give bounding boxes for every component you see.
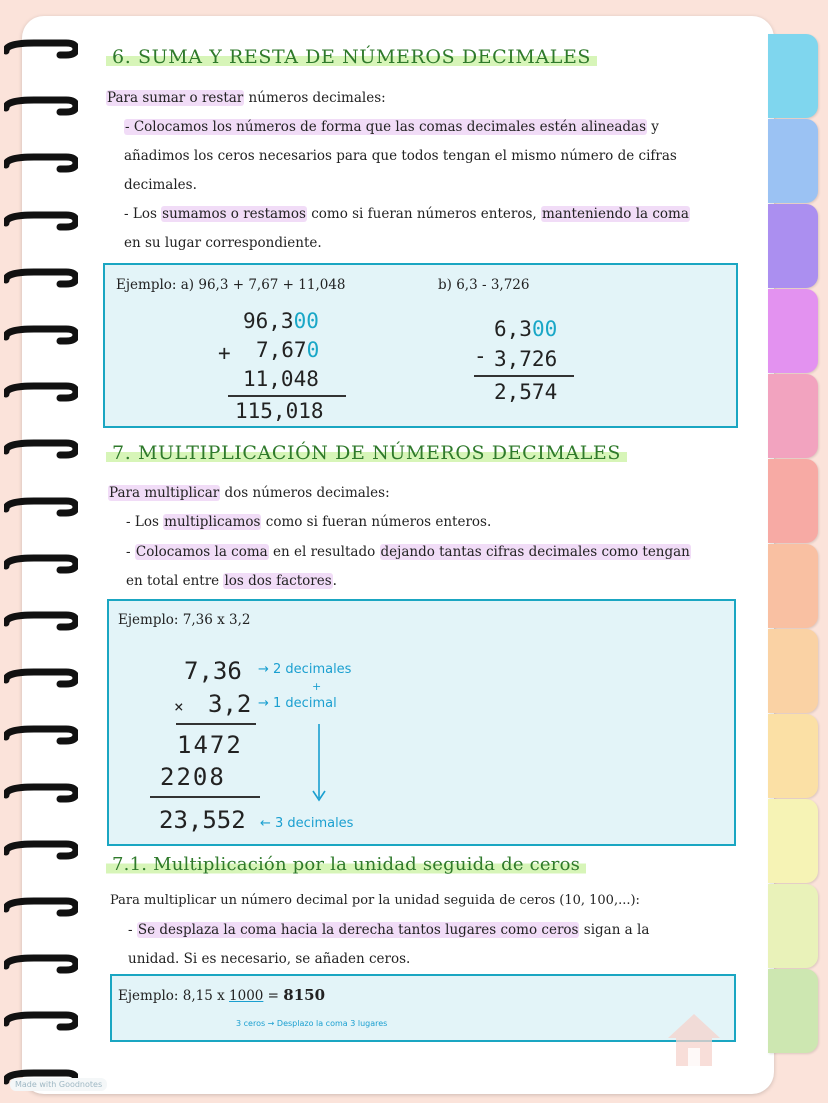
mult-note-1: → 2 decimales (258, 662, 352, 677)
section-7-1-bullet-1: - Se desplaza la coma hacia la derecha tantos lugares como ceros sigan a la (128, 922, 650, 938)
mult-partial-2: 2208 (160, 763, 226, 791)
section-6-bullet-2: - Los sumamos o restamos como si fueran números enteros, manteniendo la coma (124, 206, 689, 222)
section-7-1-example-box (110, 974, 736, 1042)
mult-times-sign: × (174, 697, 184, 716)
section-7-1-bullet-1-line-2: unidad. Si es necesario, se añaden ceros. (128, 951, 411, 967)
mult-note-2: → 1 decimal (258, 696, 337, 711)
section-tab-11[interactable] (768, 884, 818, 968)
sub-row-1: 6,300 (494, 317, 558, 341)
section-tab-8[interactable] (768, 629, 818, 713)
section-7-1-example-note: 3 ceros → Desplazo la coma 3 lugares (236, 1019, 388, 1028)
section-7-title: 7. MULTIPLICACIÓN DE NÚMEROS DECIMALES (106, 442, 627, 464)
add-result: 115,018 (235, 399, 324, 423)
section-7-1-example: Ejemplo: 8,15 x 1000 = 8150 (118, 986, 326, 1004)
section-tab-3[interactable] (768, 204, 818, 288)
mult-result-line (150, 796, 260, 798)
mult-note-3: ← 3 decimales (260, 816, 354, 831)
binder-ring (4, 151, 78, 173)
section-7-1-intro: Para multiplicar un número decimal por la unidad seguida de ceros (10, 100,...): (110, 893, 640, 908)
mult-factor-1: 7,36 (184, 657, 242, 685)
sub-row-2: 3,726 (494, 347, 558, 371)
section-tab-9[interactable] (768, 714, 818, 798)
add-row-1: 96,300 (243, 309, 319, 333)
mult-factor-2: 3,2 (208, 690, 252, 718)
home-icon[interactable] (664, 1010, 724, 1070)
section-7-bullet-1: - Los multiplicamos como si fueran números enteros. (126, 514, 492, 530)
mult-first-line (176, 723, 256, 725)
section-7-bullet-2-line-2: en total entre los dos factores. (126, 573, 337, 589)
mult-partial-1: 1472 (177, 731, 243, 759)
section-6-bullet-1: - Colocamos los números de forma que las comas decimales estén alineadas y (125, 119, 659, 135)
section-tab-7[interactable] (768, 544, 818, 628)
binder-ring (4, 952, 78, 974)
goodnotes-watermark: Made with Goodnotes (10, 1078, 107, 1091)
binder-ring (4, 94, 78, 116)
section-6-bullet-1-line-3: decimales. (124, 177, 197, 193)
binder-ring (4, 266, 78, 288)
section-tab-4[interactable] (768, 289, 818, 373)
section-6-intro: Para sumar o restar números decimales: (107, 90, 386, 106)
binder-ring (4, 437, 78, 459)
add-row-2: 7,670 (256, 338, 320, 362)
down-arrow-icon (309, 722, 329, 804)
sub-result-line (474, 375, 574, 377)
binder-ring (4, 37, 78, 59)
binder-ring (4, 323, 78, 345)
binder-ring (4, 838, 78, 860)
binder-ring (4, 209, 78, 231)
add-plus-sign: + (218, 341, 231, 365)
section-7-intro: Para multiplicar dos números decimales: (109, 485, 390, 501)
section-7-example-label: Ejemplo: 7,36 x 3,2 (118, 612, 251, 628)
mult-note-plus: + (312, 680, 322, 693)
binder-ring (4, 666, 78, 688)
add-row-3: 11,048 (243, 367, 319, 391)
section-6-bullet-2-line-2: en su lugar correspondiente. (124, 235, 322, 251)
binder-ring (4, 380, 78, 402)
section-tab-10[interactable] (768, 799, 818, 883)
binder-ring (4, 895, 78, 917)
section-7-1-title: 7.1. Multiplicación por la unidad seguida de ceros (106, 854, 586, 875)
binder-ring (4, 1009, 78, 1031)
section-6-example-b-label: b) 6,3 - 3,726 (438, 277, 530, 293)
section-6-title: 6. SUMA Y RESTA DE NÚMEROS DECIMALES (106, 46, 597, 68)
binder-ring (4, 781, 78, 803)
mult-result: 23,552 (159, 806, 246, 834)
add-result-line (228, 395, 346, 397)
binder-ring (4, 552, 78, 574)
section-7-bullet-2: - Colocamos la coma en el resultado dejando tantas cifras decimales como tengan (126, 544, 690, 560)
section-tab-6[interactable] (768, 459, 818, 543)
section-6-bullet-1-line-2: añadimos los ceros necesarios para que todos tengan el mismo número de cifras (124, 148, 677, 164)
section-tab-5[interactable] (768, 374, 818, 458)
binder-ring (4, 723, 78, 745)
binder-ring (4, 609, 78, 631)
section-tab-12[interactable] (768, 969, 818, 1053)
section-6-example-label: Ejemplo: a) 96,3 + 7,67 + 11,048 (116, 277, 346, 293)
sub-result: 2,574 (494, 380, 558, 404)
section-tab-1[interactable] (768, 34, 818, 118)
section-tab-2[interactable] (768, 119, 818, 203)
sub-minus-sign: - (474, 344, 487, 368)
binder-ring (4, 495, 78, 517)
